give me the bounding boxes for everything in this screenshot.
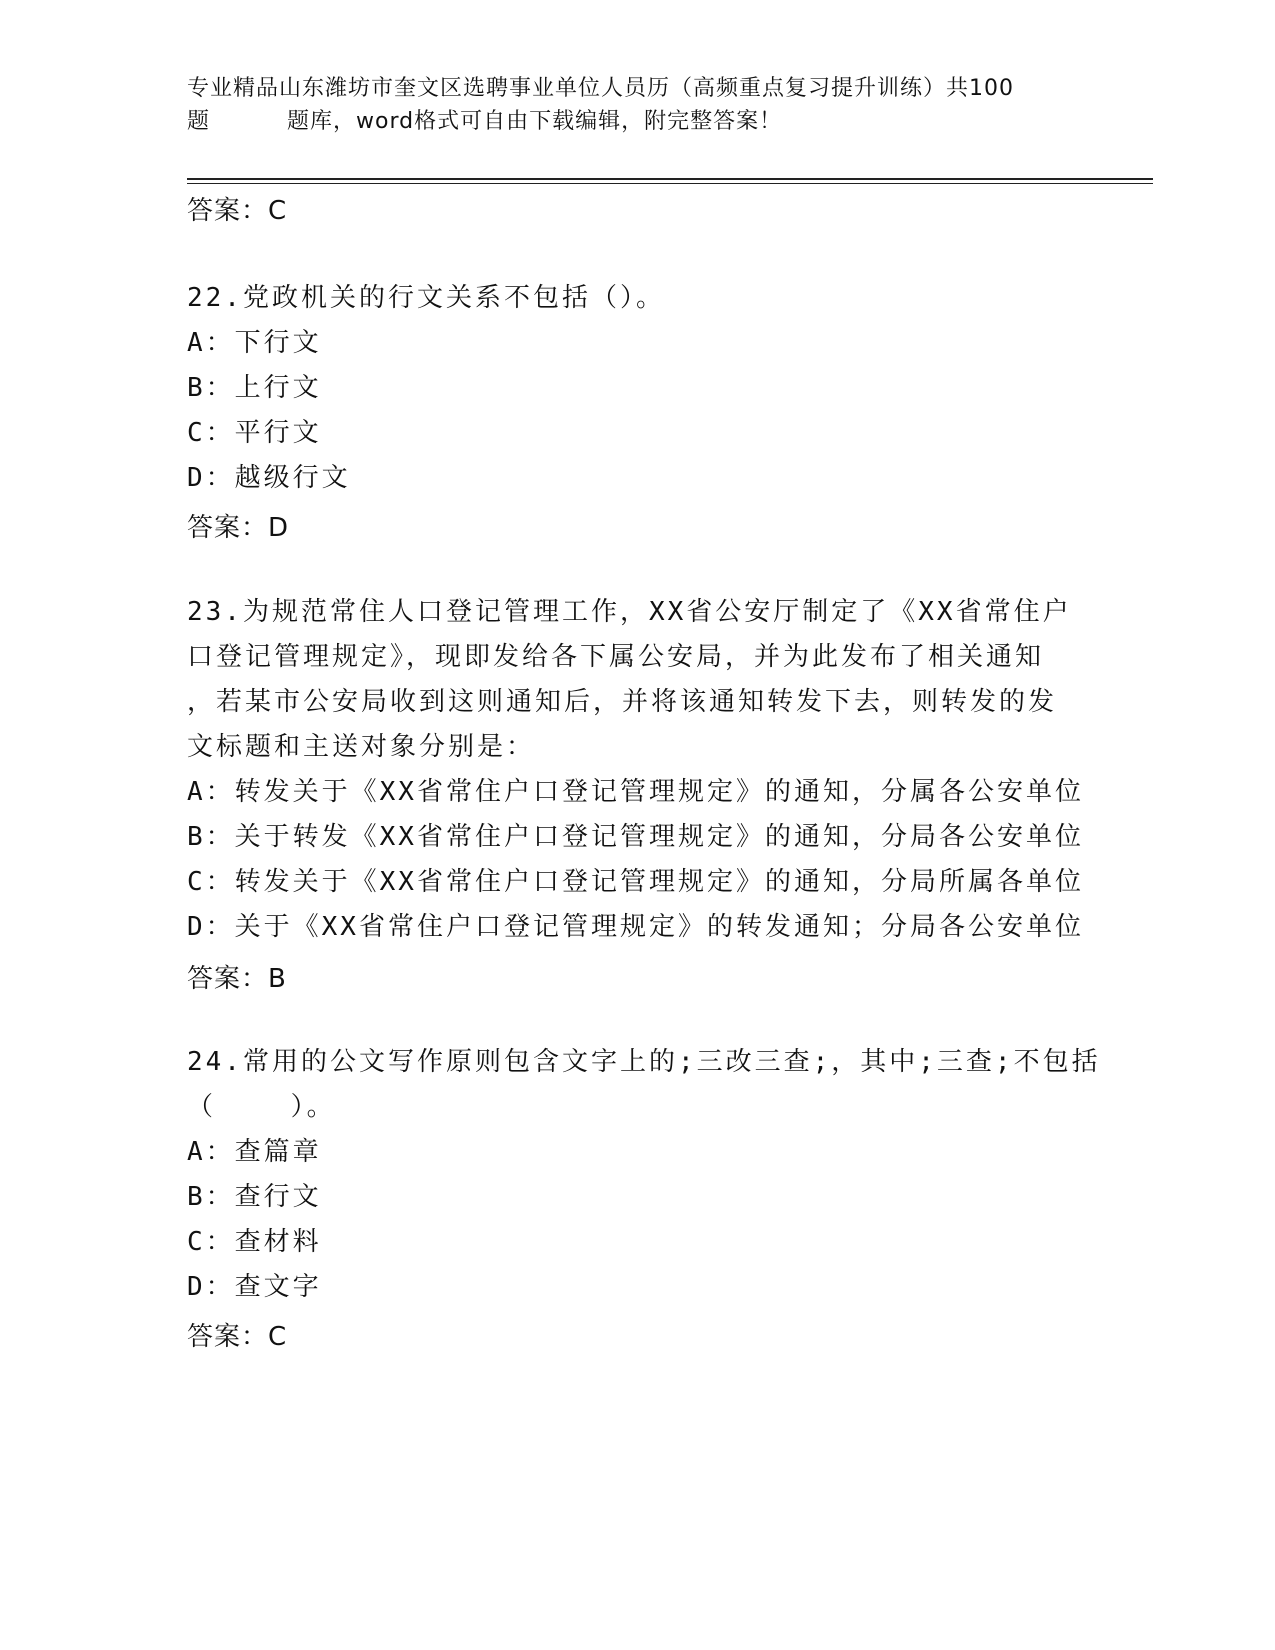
option-c: C：转发关于《XX省常住户口登记管理规定》的通知，分局所属各单位	[187, 867, 1084, 897]
option-d: D：查文字	[187, 1272, 322, 1302]
option-d: D：越级行文	[187, 463, 351, 493]
answer-22: 答案：D	[187, 513, 290, 543]
answer-23: 答案：B	[187, 964, 287, 994]
option-a: A：转发关于《XX省常住户口登记管理规定》的通知，分属各公安单位	[187, 777, 1084, 807]
page-header	[187, 72, 1087, 138]
option-c: C：查材料	[187, 1227, 322, 1257]
header-rule-thick	[187, 178, 1153, 180]
question-23	[187, 590, 1087, 950]
question-text-line1: 24.常用的公文写作原则包含文字上的;三改三查;，其中;三查;不包括	[187, 1047, 1101, 1077]
option-b: B：查行文	[187, 1182, 322, 1212]
option-c: C：平行文	[187, 418, 322, 448]
question-text-line1: 23.为规范常住人口登记管理工作，XX省公安厅制定了《XX省常住户	[187, 597, 1072, 627]
question-text-line3: ，若某市公安局收到这则通知后，并将该通知转发下去，则转发的发	[187, 687, 1058, 717]
option-b: B：关于转发《XX省常住户口登记管理规定》的通知，分局各公安单位	[187, 822, 1084, 852]
option-b: B：上行文	[187, 373, 322, 403]
question-text: 22.党政机关的行文关系不包括（）。	[187, 283, 665, 313]
question-text-line2: 口登记管理规定》，现即发给各下属公安局，并为此发布了相关通知	[187, 642, 1045, 672]
option-d: D：关于《XX省常住户口登记管理规定》的转发通知；分局各公安单位	[187, 912, 1084, 942]
header-title-line2	[187, 105, 1087, 138]
question-text-line2: （ ）。	[187, 1092, 336, 1122]
question-text-line4: 文标题和主送对象分别是：	[187, 732, 536, 762]
question-22	[187, 276, 1087, 501]
question-24	[187, 1040, 1101, 1310]
previous-answer: 答案：C	[187, 196, 288, 226]
option-a: A：查篇章	[187, 1137, 322, 1167]
header-title-line2-start: 题	[187, 109, 211, 134]
answer-24: 答案：C	[187, 1322, 288, 1352]
header-title-line1: 专业精品山东潍坊市奎文区选聘事业单位人员历（高频重点复习提升训练）共100	[187, 76, 1014, 101]
option-a: A：下行文	[187, 328, 322, 358]
header-rule-thin	[187, 183, 1153, 184]
header-title-line2-rest: 题库，word格式可自由下载编辑，附完整答案！	[287, 109, 783, 134]
